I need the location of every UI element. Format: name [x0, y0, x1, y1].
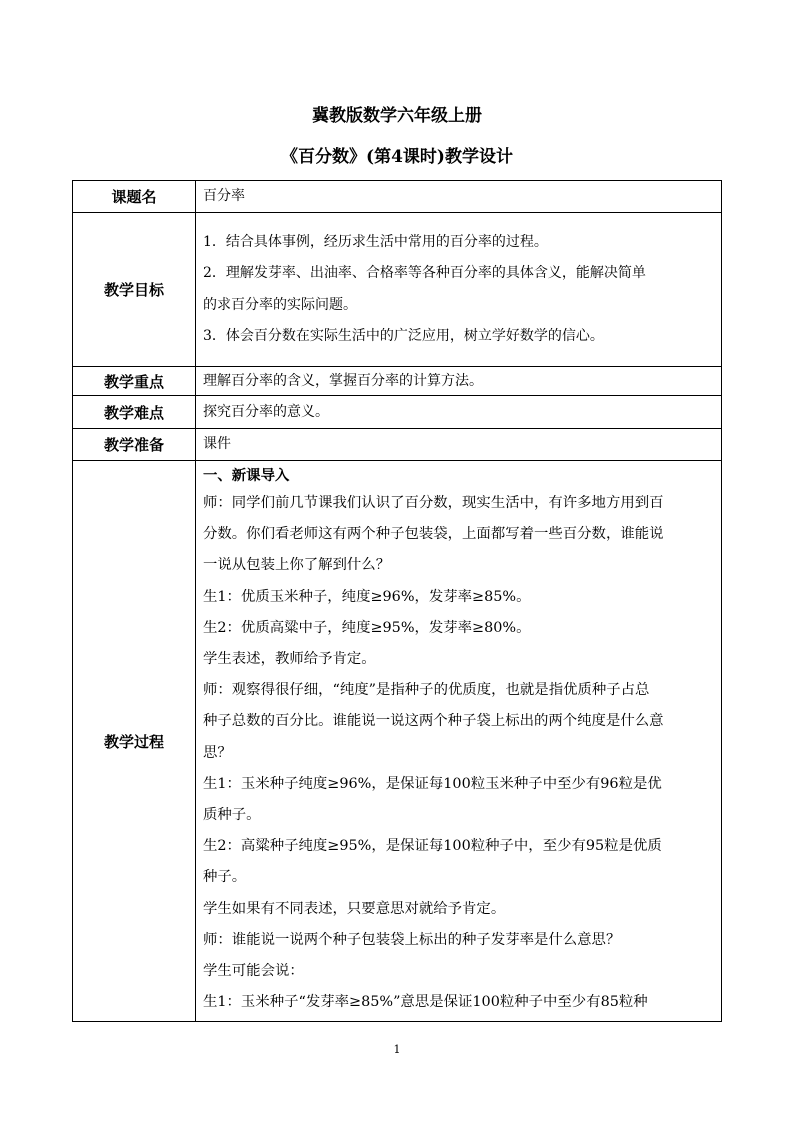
process-line: 师：同学们前几节课我们认识了百分数，现实生活中，有许多地方用到百 [203, 495, 664, 511]
goals-value [196, 213, 722, 367]
process-line: 种子总数的百分比。谁能说一说这两个种子袋上标出的两个纯度是什么意 [203, 713, 664, 730]
process-line: 师：谁能说一说两个种子包装袋上标出的种子发芽率是什么意思？ [203, 931, 621, 948]
preparation-value [196, 429, 722, 461]
key-point-text: 理解百分率的含义，掌握百分率的计算方法。 [203, 372, 483, 389]
preparation-text: 课件 [203, 436, 231, 452]
difficulty-label: 教学难点 [73, 396, 196, 429]
process-line: 学生表述，教师给予肯定。 [203, 651, 376, 668]
table-row-process [73, 461, 722, 1022]
table-row-difficulty [73, 396, 722, 429]
goal-line: 的求百分率的实际问题。 [203, 296, 357, 313]
process-label: 教学过程 [73, 461, 196, 1022]
goal-line: 1．结合具体事例，经历求生活中常用的百分率的过程。 [203, 233, 548, 250]
process-line: 种子。 [203, 869, 247, 886]
document-title: 冀教版数学六年级上册 [312, 106, 482, 126]
topic-value [196, 181, 722, 213]
process-line: 思？ [203, 744, 232, 761]
table-row-key-point [73, 367, 722, 396]
process-line: 一说从包装上你了解到什么？ [203, 557, 391, 574]
process-line: 学生如果有不同表述，只要意思对就给予肯定。 [203, 900, 506, 917]
page-number: 1 [393, 1043, 401, 1056]
process-line: 学生可能会说： [203, 963, 304, 980]
goal-line: 2．理解发芽率、出油率、合格率等各种百分率的具体含义，能解决简单 [203, 265, 646, 281]
process-heading: 一、新课导入 [203, 467, 290, 484]
goals-label: 教学目标 [73, 213, 196, 367]
process-value [196, 461, 722, 1022]
process-line: 师：观察得很仔细，“纯度”是指种子的优质度，也就是指优质种子占总 [203, 682, 650, 699]
goal-line: 3．体会百分数在实际生活中的广泛应用，树立学好数学的信心。 [203, 328, 604, 344]
document-subtitle: 《百分数》(第4课时)教学设计 [281, 147, 513, 167]
process-line: 生2：优质高粱中子，纯度≥95%，发芽率≥80%。 [203, 619, 531, 636]
topic-label: 课题名 [73, 181, 196, 213]
table-row-preparation [73, 429, 722, 461]
process-content [203, 461, 715, 1021]
key-point-label: 教学重点 [73, 367, 196, 396]
process-line: 分数。你们看老师这有两个种子包装袋，上面都写着一些百分数，谁能说 [203, 526, 664, 543]
difficulty-text: 探究百分率的意义。 [203, 403, 329, 420]
table-row-topic [73, 181, 722, 213]
topic-text: 百分率 [203, 188, 245, 204]
process-line: 质种子。 [203, 807, 261, 824]
lesson-plan-table [72, 180, 722, 1022]
preparation-label: 教学准备 [73, 429, 196, 461]
process-line: 生1：优质玉米种子，纯度≥96%，发芽率≥85%。 [203, 588, 531, 605]
key-point-value [196, 367, 722, 396]
process-line: 生2：高粱种子纯度≥95%，是保证每100粒种子中，至少有95粒是优质 [203, 838, 662, 855]
table-row-goals [73, 213, 722, 367]
process-line: 生1：玉米种子“发芽率≥85%”意思是保证100粒种子中至少有85粒种 [203, 994, 648, 1011]
process-line: 生1：玉米种子纯度≥96%，是保证每100粒玉米种子中至少有96粒是优 [203, 775, 662, 792]
difficulty-value [196, 396, 722, 429]
